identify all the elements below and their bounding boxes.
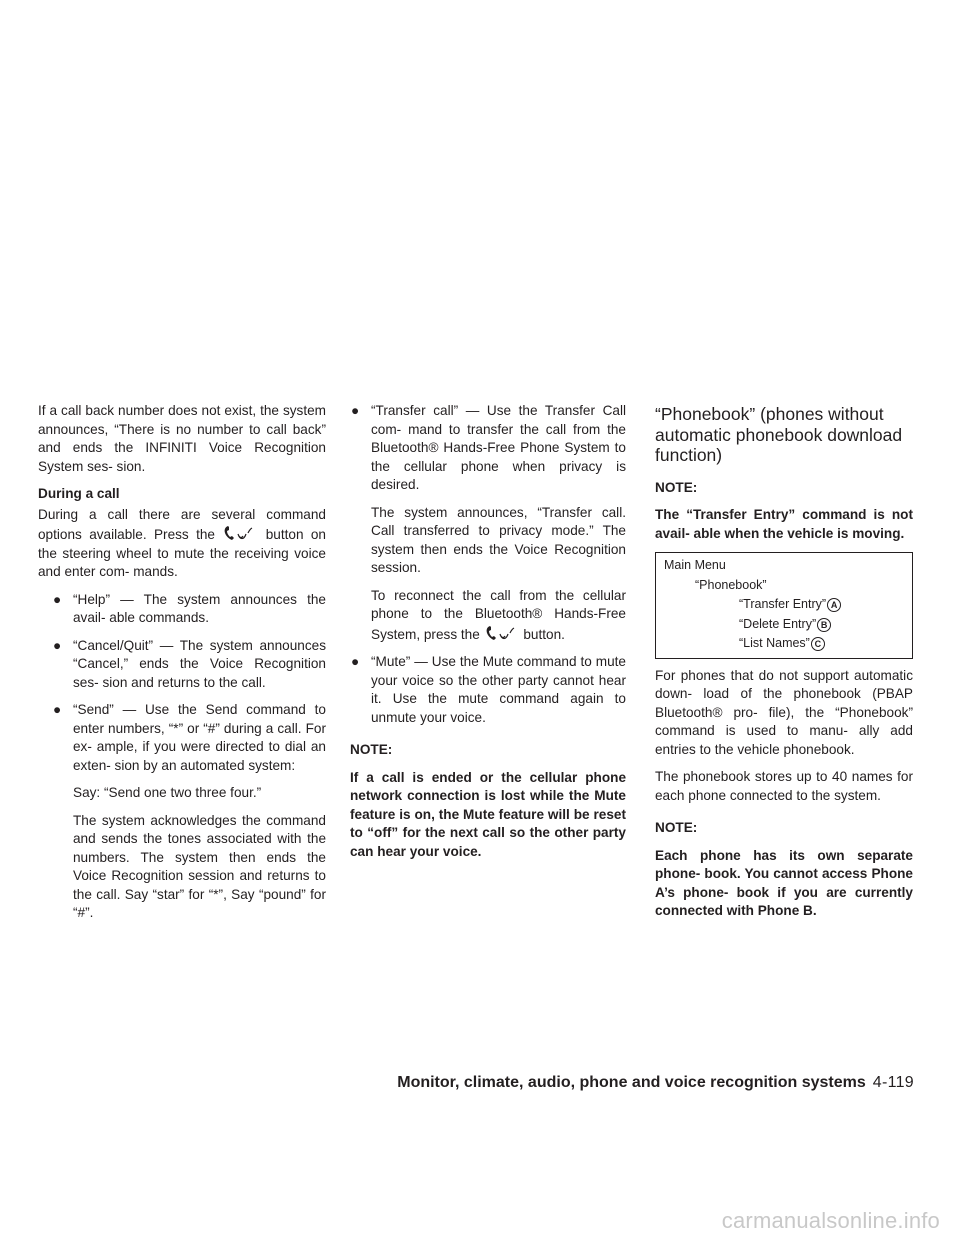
during-call-heading: During a call xyxy=(38,486,120,501)
callback-paragraph: If a call back number does not exist, the system announces, “There is no number to call back” and ends the INFINITI Voice Recognition System ses- sion. xyxy=(38,403,326,474)
right-column xyxy=(655,404,913,930)
note-label: NOTE: xyxy=(655,479,698,495)
during-call-text-a: During a call there are several command options available. Press the xyxy=(38,506,326,542)
list-item: ● “Mute” — Use the Mute command to mute your voice so the other party cannot hear it. Use the mute command again to unmute your voice. xyxy=(351,654,626,725)
menu-tree-box xyxy=(655,552,913,659)
phonebook-capacity-paragraph: The phonebook stores up to 40 names for each phone connected to the system. xyxy=(655,769,913,803)
say-example: Say: “Send one two three four.” xyxy=(73,785,262,800)
acknowledge-paragraph: The system acknowledges the command and sends the tones associated with the numbers. The system then ends the Voice Recognition session and returns to the call. Say “star” for “*”, Say “pound” for “#”. xyxy=(73,812,326,920)
footer-section-title: Monitor, climate, audio, phone and voice recognition systems xyxy=(397,1074,866,1091)
phonebook-paragraph: For phones that do not support automatic down- load of the phonebook (PBAP Bluetooth® pro- file), the “Phonebook” command is used to manu- ally add entries to the vehicle phonebook. xyxy=(655,667,913,757)
bullet-icon: ● xyxy=(53,702,62,717)
note-label: NOTE: xyxy=(655,820,698,835)
bullet-icon: ● xyxy=(351,654,360,669)
list-item: ● “Help” — The system announces the avail- able commands. xyxy=(53,591,326,625)
watermark: carmanualsonline.info xyxy=(721,1208,940,1233)
list-item: ● “Transfer call” — Use the Transfer Call com- mand to transfer the call from the Bluetooth® Hands-Free Phone System to the cellular phone when privacy is desired. xyxy=(351,403,626,492)
bullet-icon: ● xyxy=(53,637,62,653)
reconnect-paragraph: To reconnect the call from the cellular phone to the Bluetooth® Hands-Free System, press the button. xyxy=(371,587,626,642)
mute-note-text: If a call is ended or the cellular phone network connection is lost while the Mute feature is on, the Mute feature will be reset to “off” for the next call so the other party can hear your voice. xyxy=(350,769,626,859)
note-label: NOTE: xyxy=(350,742,393,757)
during-call-paragraph xyxy=(38,506,326,582)
phone-talk-icon xyxy=(484,624,520,642)
callout-marker: B xyxy=(817,618,831,632)
callout-marker: A xyxy=(827,598,841,612)
list-item: ● “Send” — Use the Send command to enter numbers, “*” or “#” during a call. For ex- ample, if you were directed to dial an exten- sion by an automated system: xyxy=(53,702,326,773)
separate-phonebook-note: Each phone has its own separate phone- book. You cannot access Phone A’s phone- book if you are currently connected with Phone B. xyxy=(655,847,913,918)
callout-marker: C xyxy=(811,637,825,651)
transfer-entry-note: The “Transfer Entry” command is not avail- able when the vehicle is moving. xyxy=(655,507,913,541)
menu-item-list-names: “List Names” C xyxy=(664,634,904,654)
left-column xyxy=(38,402,326,932)
page-footer xyxy=(397,1074,914,1092)
menu-phonebook-label: “Phonebook” xyxy=(695,577,767,592)
menu-main-label: Main Menu xyxy=(664,558,726,572)
list-item: ● “Cancel/Quit” — The system announces “Cancel,” ends the Voice Recognition ses- sion and returns to the call. xyxy=(53,637,326,690)
middle-column xyxy=(350,402,626,870)
menu-item-delete-entry: “Delete Entry” B xyxy=(664,615,904,635)
menu-item-transfer-entry: “Transfer Entry” A xyxy=(664,595,904,615)
section-title: “Phonebook” (phones without automatic phonebook download function) xyxy=(655,404,903,465)
phone-talk-icon xyxy=(222,524,258,542)
page-number: 4-119 xyxy=(872,1074,914,1091)
bullet-icon: ● xyxy=(351,403,360,418)
transfer-announce-paragraph: The system announces, “Transfer call. Call transferred to privacy mode.” The system then ends the Voice Recognition session. xyxy=(371,504,626,575)
bullet-icon: ● xyxy=(53,591,62,607)
during-call-text-b: button on the steering wheel to mute the receiving voice and enter com- mands. xyxy=(38,527,326,579)
